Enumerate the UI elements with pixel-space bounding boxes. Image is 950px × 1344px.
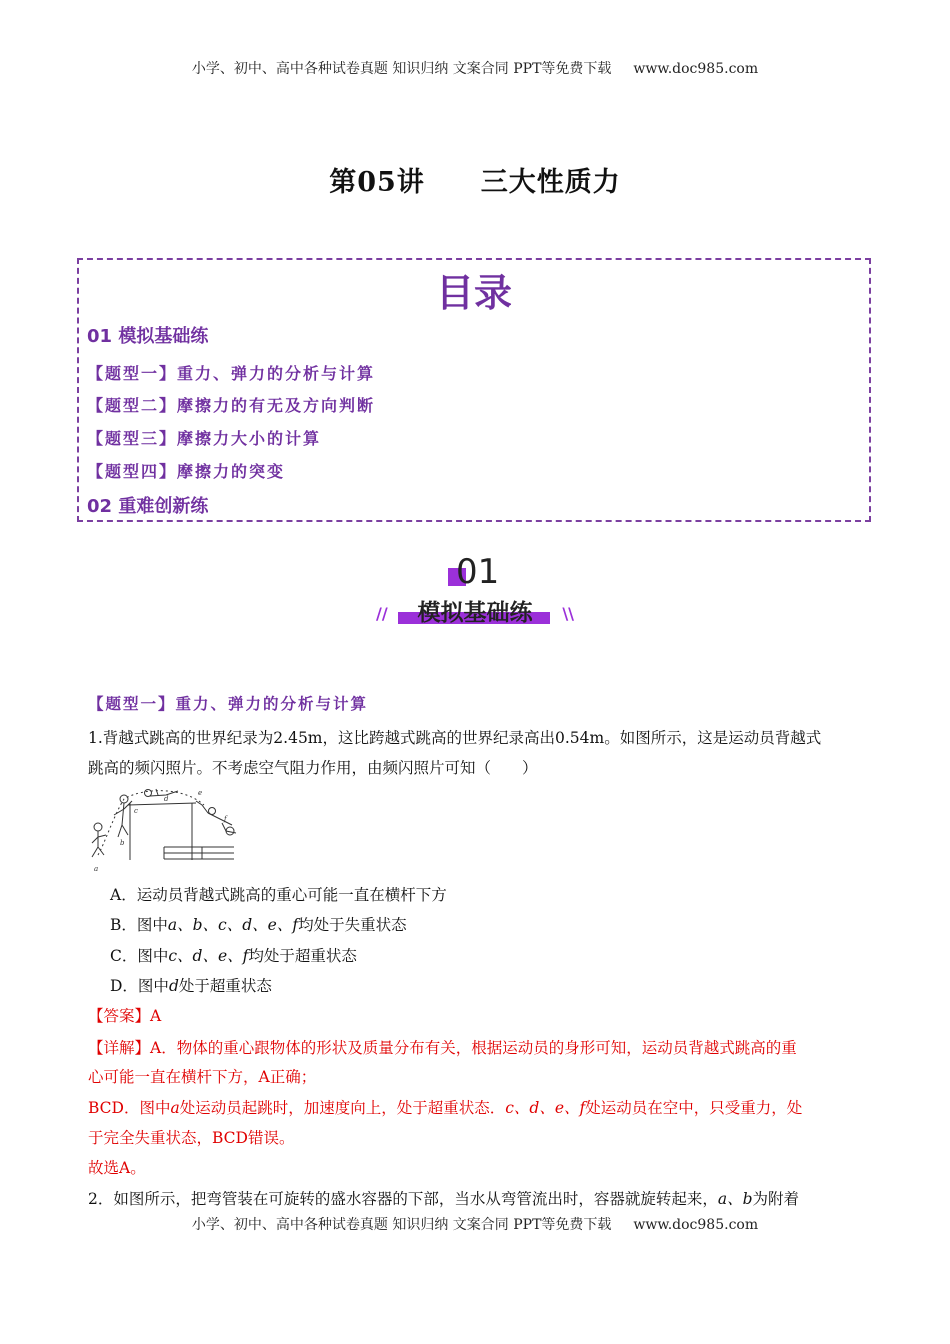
q1-text-line1: 1.背越式跳高的世界纪录为2.45m，这比跨越式跳高的世界纪录高出0.54m。如图所示，这是运动员背越式 [88, 729, 822, 747]
banner-number: 01 [456, 552, 500, 592]
toc-item-4[interactable]: 【题型四】摩擦力的突变 [87, 462, 286, 481]
toc-item-1[interactable]: 【题型一】重力、弹力的分析与计算 [87, 364, 376, 383]
footer-url[interactable]: www.doc985.com [633, 1217, 759, 1233]
footer-text: 小学、初中、高中各种试卷真题 知识归纳 文案合同 PPT等免费下载 [191, 1217, 612, 1233]
header-text: 小学、初中、高中各种试卷真题 知识归纳 文案合同 PPT等免费下载 [191, 61, 612, 77]
svg-text:a: a [94, 865, 99, 873]
q1-answer: 【答案】A [88, 1007, 162, 1025]
svg-text:e: e [198, 789, 203, 797]
toc-heading: 目录 [435, 271, 512, 315]
high-jump-figure [84, 785, 254, 875]
q1-option-a[interactable]: A．运动员背越式跳高的重心可能一直在横杆下方 [110, 886, 447, 904]
toc-item-3[interactable]: 【题型三】摩擦力大小的计算 [87, 429, 322, 448]
section-banner [370, 552, 580, 632]
q1-conclusion: 故选A。 [88, 1159, 146, 1177]
q1-detail-line4: 于完全失重状态，BCD错误。 [88, 1129, 295, 1147]
q1-option-b[interactable]: B．图中a、b、c、d、e、f均处于失重状态 [110, 916, 407, 934]
q1-detail-line3: BCD．图中a处运动员起跳时，加速度向上，处于超重状态．c、d、e、f处运动员在空中，只受重力，处 [88, 1099, 803, 1117]
svg-text:f: f [224, 815, 227, 823]
banner-label: 模拟基础练 [417, 600, 533, 626]
banner-slash-right: \\ [562, 604, 574, 623]
toc-item-2[interactable]: 【题型二】摩擦力的有无及方向判断 [87, 396, 376, 415]
page-title [0, 160, 950, 199]
toc-section-1[interactable]: 01 模拟基础练 [87, 326, 209, 347]
lecture-topic: 三大性质力 [480, 167, 621, 198]
q1-option-d[interactable]: D．图中d处于超重状态 [110, 977, 272, 995]
svg-text:d: d [164, 795, 169, 803]
header-url[interactable]: www.doc985.com [633, 61, 759, 77]
svg-text:b: b [120, 839, 125, 847]
page-footer [0, 1214, 950, 1234]
banner-slash-left: // [376, 604, 388, 623]
q1-detail-line1: 【详解】A．物体的重心跟物体的形状及质量分布有关，根据运动员的身形可知，运动员背越式跳高的重 [88, 1039, 797, 1057]
q1-text-line2: 跳高的频闪照片。不考虑空气阻力作用，由频闪照片可知（ ） [88, 759, 538, 777]
table-of-contents [77, 258, 871, 522]
q1-detail-line2: 心可能一直在横杆下方，A正确； [88, 1068, 317, 1086]
toc-section-2[interactable]: 02 重难创新练 [87, 496, 209, 517]
section-heading: 【题型一】重力、弹力的分析与计算 [88, 694, 369, 713]
q1-option-c[interactable]: C．图中c、d、e、f均处于超重状态 [110, 947, 357, 965]
lecture-number: 第05讲 [329, 167, 425, 198]
page-header [0, 58, 950, 78]
q2-text-line1: 2．如图所示，把弯管装在可旋转的盛水容器的下部，当水从弯管流出时，容器就旋转起来，a、b为附着 [88, 1190, 800, 1208]
svg-text:c: c [134, 807, 138, 815]
